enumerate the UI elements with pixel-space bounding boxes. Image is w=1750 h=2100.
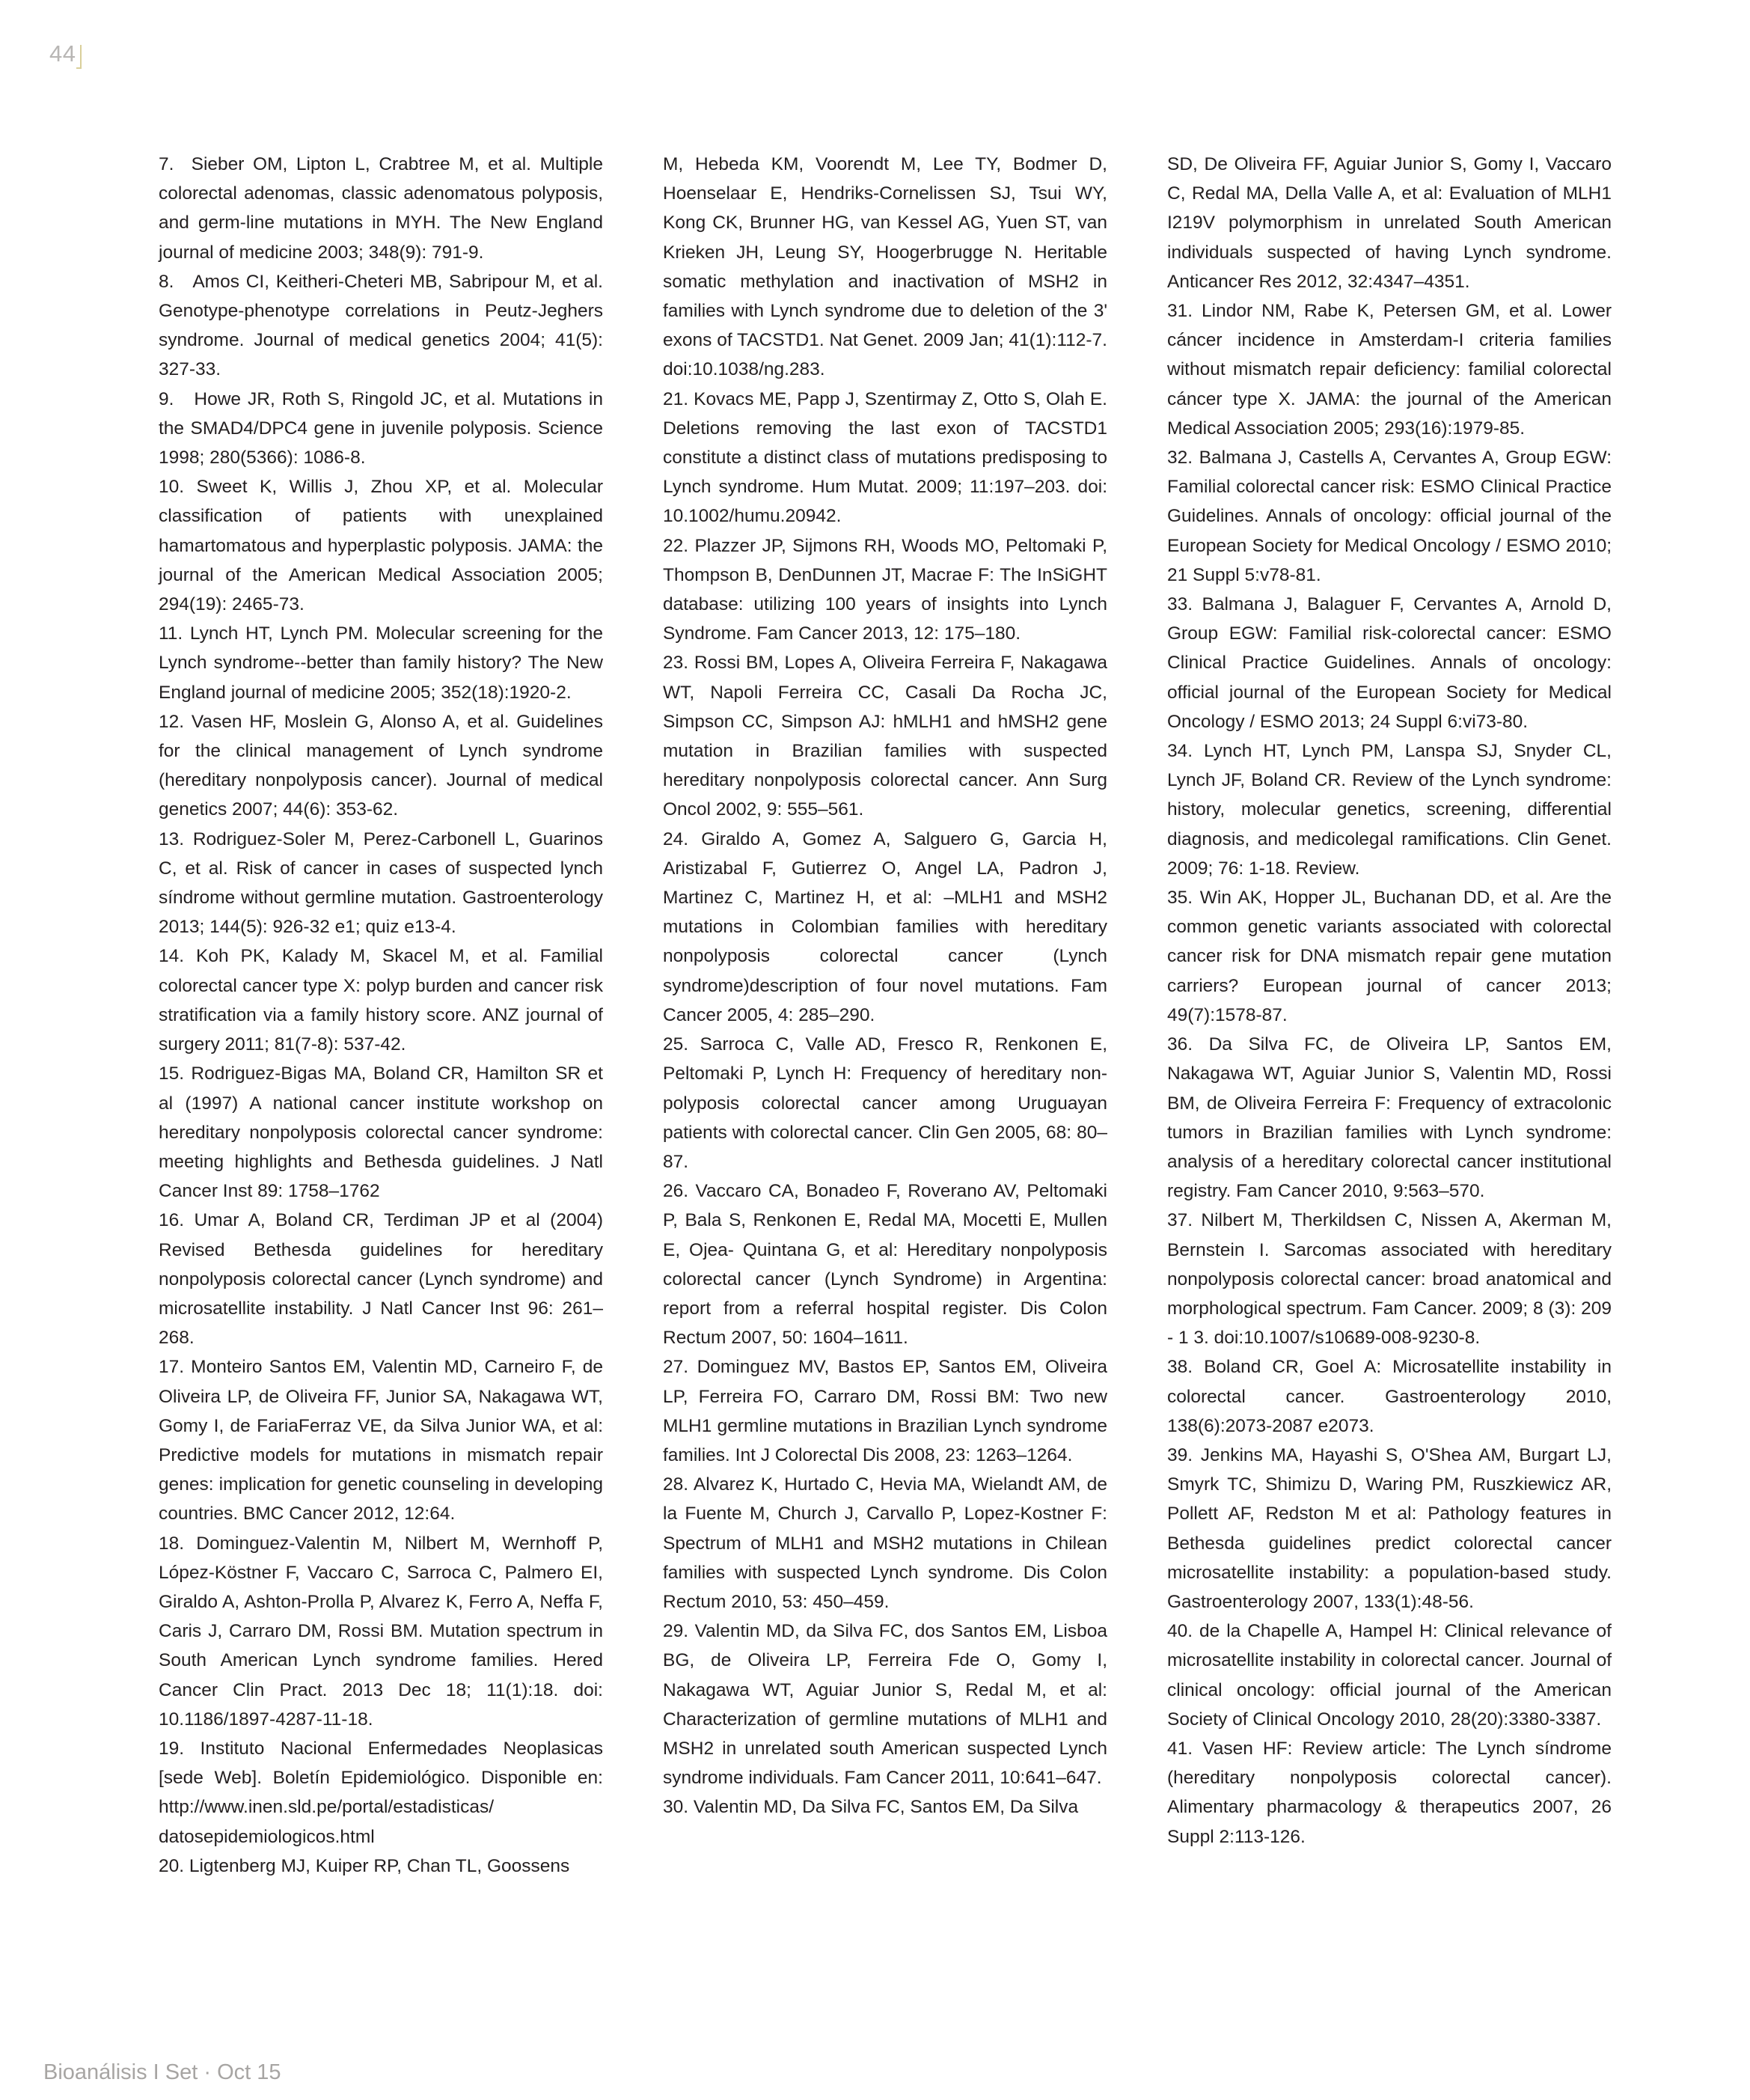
reference-entry: M, Hebeda KM, Voorendt M, Lee TY, Bodmer D, Hoenselaar E, Hendriks-Cornelissen SJ, Tsui WY, Kong CK, Brunner HG, van Kessel AG, Yuen ST, van Krieken JH, Leung SY, Hoogerbrugge N. Heritable somatic methylation and inactivation of MSH2 in families with Lynch syndrome due to deletion of the 3' exons of TACSTD1. Nat Genet. 2009 Jan; 41(1):112-7. doi:10.1038/ng.283.: [663, 154, 1107, 380]
reference-entry: 33. Balmana J, Balaguer F, Cervantes A, Arnold D, Group EGW: Familial risk-colorectal cancer: ESMO Clinical Practice Guidelines. Annals of oncology: official journal of the European Society for Medical Oncology / ESMO 2013; 24 Suppl 6:vi73-80.: [1167, 594, 1612, 732]
reference-entry: 40. de la Chapelle A, Hampel H: Clinical relevance of microsatellite instability in colorectal cancer. Journal of clinical oncology: official journal of the American Society of Clinical Oncology 2010, 28(20):3380-3387.: [1167, 1621, 1612, 1730]
page-footer: Bioanálisis I Set · Oct 15: [43, 2060, 281, 2084]
reference-entry: 12. Vasen HF, Moslein G, Alonso A, et al. Guidelines for the clinical management of Lynch syndrome (hereditary nonpolyposis cancer). Journal of medical genetics 2007; 44(6): 353-62.: [159, 711, 603, 820]
reference-entry: 22. Plazzer JP, Sijmons RH, Woods MO, Peltomaki P, Thompson B, DenDunnen JT, Macrae F: The InSiGHT database: utilizing 100 years of insights into Lynch Syndrome. Fam Cancer 2013, 12: 175–180.: [663, 535, 1107, 644]
reference-entry: 38. Boland CR, Goel A: Microsatellite instability in colorectal cancer. Gastroenterology 2010, 138(6):2073-2087 e2073.: [1167, 1357, 1612, 1436]
reference-entry: 31. Lindor NM, Rabe K, Petersen GM, et al. Lower cáncer incidence in Amsterdam-I criteria families without mismatch repair deficiency: familial colorectal cáncer type X. JAMA: the journal of the American Medical Association 2005; 293(16):1979-85.: [1167, 301, 1612, 439]
reference-entry: 30. Valentin MD, Da Silva FC, Santos EM, Da Silva: [663, 1797, 1079, 1818]
reference-entry: 34. Lynch HT, Lynch PM, Lanspa SJ, Snyder CL, Lynch JF, Boland CR. Review of the Lynch syndrome: history, molecular genetics, screening, differential diagnosis, and medicolegal ramifications. Clin Genet. 2009; 76: 1-18. Review.: [1167, 741, 1612, 879]
page-number: 44: [49, 40, 76, 67]
reference-entry: 11. Lynch HT, Lynch PM. Molecular screening for the Lynch syndrome--better than family history? The New England journal of medicine 2005; 352(18):1920-2.: [159, 623, 603, 703]
reference-entry: 9. Howe JR, Roth S, Ringold JC, et al. Mutations in the SMAD4/DPC4 gene in juvenile polyposis. Science 1998; 280(5366): 1086-8.: [159, 388, 603, 468]
reference-entry: 37. Nilbert M, Therkildsen C, Nissen A, Akerman M, Bernstein I. Sarcomas associated with hereditary nonpolyposis colorectal cancer: broad anatomical and morphological spectrum. Fam Cancer. 2009; 8 (3): 209 - 1 3. doi:10.1007/s10689-008-9230-8.: [1167, 1210, 1612, 1349]
reference-entry: 39. Jenkins MA, Hayashi S, O'Shea AM, Burgart LJ, Smyrk TC, Shimizu D, Waring PM, Ruszkiewicz AR, Pollett AF, Redston M et al: Pathology features in Bethesda guidelines predict colorectal cancer microsatellite instability: a population-based study. Gastroenterology 2007, 133(1):48-56.: [1167, 1444, 1612, 1612]
reference-entry: 20. Ligtenberg MJ, Kuiper RP, Chan TL, Goossens: [159, 1855, 570, 1876]
reference-entry: 15. Rodriguez-Bigas MA, Boland CR, Hamilton SR et al (1997) A national cancer institute workshop on hereditary nonpolyposis colorectal cancer syndrome: meeting highlights and Bethesda guidelines. J Natl Cancer Inst 89: 1758–1762: [159, 1063, 603, 1202]
reference-entry: 35. Win AK, Hopper JL, Buchanan DD, et al. Are the common genetic variants associated with colorectal cancer risk for DNA mismatch repair gene mutation carriers? European journal of cancer 2013; 49(7):1578-87.: [1167, 888, 1612, 1025]
reference-entry: 10. Sweet K, Willis J, Zhou XP, et al. Molecular classification of patients with unexplained hamartomatous and hyperplastic polyposis. JAMA: the journal of the American Medical Association 2005; 294(19): 2465-73.: [159, 477, 603, 615]
reference-entry: 28. Alvarez K, Hurtado C, Hevia MA, Wielandt AM, de la Fuente M, Church J, Carvallo P, Lopez-Kostner F: Spectrum of MLH1 and MSH2 mutations in Chilean families with suspected Lynch syndrome. Dis Colon Rectum 2010, 53: 450–459.: [663, 1474, 1107, 1612]
reference-entry: 16. Umar A, Boland CR, Terdiman JP et al (2004) Revised Bethesda guidelines for hereditary nonpolyposis colorectal cancer (Lynch syndrome) and microsatellite instability. J Natl Cancer Inst 96: 261–268.: [159, 1210, 603, 1349]
references-column-right: [1167, 150, 1612, 1881]
reference-entry: 8. Amos CI, Keitheri-Cheteri MB, Sabripour M, et al. Genotype-phenotype correlations in Peutz-Jeghers syndrome. Journal of medical genetics 2004; 41(5): 327-33.: [159, 271, 603, 380]
reference-entry: 21. Kovacs ME, Papp J, Szentirmay Z, Otto S, Olah E. Deletions removing the last exon of TACSTD1 constitute a distinct class of mutations predisposing to Lynch syndrome. Hum Mutat. 2009; 11:197–203. doi: 10.1002/humu.20942.: [663, 388, 1107, 527]
reference-entry: SD, De Oliveira FF, Aguiar Junior S, Gomy I, Vaccaro C, Redal MA, Della Valle A, et al: Evaluation of MLH1 I219V polymorphism in unrelated South American individuals suspected of having Lynch syndrome. Anticancer Res 2012, 32:4347–4351.: [1167, 154, 1612, 292]
reference-entry: 26. Vaccaro CA, Bonadeo F, Roverano AV, Peltomaki P, Bala S, Renkonen E, Redal MA, Mocetti E, Mullen E, Ojea- Quintana G, et al: Hereditary nonpolyposis colorectal cancer (Lynch Syndrome) in Argentina: report from a referral hospital register. Dis Colon Rectum 2007, 50: 1604–1611.: [663, 1181, 1107, 1349]
reference-entry: 41. Vasen HF: Review article: The Lynch síndrome (hereditary nonpolyposis colorectal cancer). Alimentary pharmacology & therapeutics 2007, 26 Suppl 2:113-126.: [1167, 1738, 1612, 1847]
reference-entry: 36. Da Silva FC, de Oliveira LP, Santos EM, Nakagawa WT, Aguiar Junior S, Valentin MD, Rossi BM, de Oliveira Ferreira F: Frequency of extracolonic tumors in Brazilian families with Lynch syndrome: analysis of a hereditary colorectal cancer institutional registry. Fam Cancer 2010, 9:563–570.: [1167, 1034, 1612, 1202]
reference-entry: 13. Rodriguez-Soler M, Perez-Carbonell L, Guarinos C, et al. Risk of cancer in cases of suspected lynch síndrome without germline mutation. Gastroenterology 2013; 144(5): 926-32 e1; quiz e13-4.: [159, 828, 603, 938]
reference-entry: 32. Balmana J, Castells A, Cervantes A, Group EGW: Familial colorectal cancer risk: ESMO Clinical Practice Guidelines. Annals of oncology: official journal of the European Society for Medical Oncology / ESMO 2010; 21 Suppl 5:v78-81.: [1167, 448, 1612, 585]
reference-entry: 23. Rossi BM, Lopes A, Oliveira Ferreira F, Nakagawa WT, Napoli Ferreira CC, Casali Da Rocha JC, Simpson CC, Simpson AJ: hMLH1 and hMSH2 gene mutation in Brazilian families with suspected hereditary nonpolyposis colorectal cancer. Ann Surg Oncol 2002, 9: 555–561.: [663, 653, 1107, 820]
references-column-left: [159, 150, 603, 1881]
reference-entry: 27. Dominguez MV, Bastos EP, Santos EM, Oliveira LP, Ferreira FO, Carraro DM, Rossi BM: Two new MLH1 germline mutations in Brazilian Lynch syndrome families. Int J Colorectal Dis 2008, 23: 1263–1264.: [663, 1357, 1107, 1465]
reference-entry: 18. Dominguez-Valentin M, Nilbert M, Wernhoff P, López-Köstner F, Vaccaro C, Sarroca C, Palmero EI, Giraldo A, Ashton-Prolla P, Alvarez K, Ferro A, Neffa F, Caris J, Carraro DM, Rossi BM. Mutation spectrum in South American Lynch syndrome families. Hered Cancer Clin Pract. 2013 Dec 18; 11(1):18. doi: 10.1186/1897-4287-11-18.: [159, 1533, 603, 1730]
reference-entry: 19. Instituto Nacional Enfermedades Neoplasicas [sede Web]. Boletín Epidemiológico. Disponible en: http://www.inen.sld.pe/portal/estadisticas/ datosepidemiologicos.html: [159, 1738, 603, 1847]
reference-entry: 14. Koh PK, Kalady M, Skacel M, et al. Familial colorectal cancer type X: polyp burden and cancer risk stratification via a family history score. ANZ journal of surgery 2011; 81(7-8): 537-42.: [159, 946, 603, 1055]
reference-entry: 24. Giraldo A, Gomez A, Salguero G, Garcia H, Aristizabal F, Gutierrez O, Angel LA, Padron J, Martinez C, Martinez H, et al: –MLH1 and MSH2 mutations in Colombian families with hereditary nonpolyposis colorectal cancer (Lynch syndrome)description of four novel mutations. Fam Cancer 2005, 4: 285–290.: [663, 828, 1107, 1025]
page-number-corner-mark: [76, 45, 82, 69]
reference-entry: 7. Sieber OM, Lipton L, Crabtree M, et al. Multiple colorectal adenomas, classic adenomatous polyposis, and germ-line mutations in MYH. The New England journal of medicine 2003; 348(9): 791-9.: [159, 154, 603, 263]
reference-entry: 17. Monteiro Santos EM, Valentin MD, Carneiro F, de Oliveira LP, de Oliveira FF, Junior SA, Nakagawa WT, Gomy I, de FariaFerraz VE, da Silva Junior WA, et al: Predictive models for mutations in mismatch repair genes: implication for genetic counseling in developing countries. BMC Cancer 2012, 12:64.: [159, 1357, 603, 1524]
references-column-middle: [663, 150, 1107, 1881]
reference-entry: 25. Sarroca C, Valle AD, Fresco R, Renkonen E, Peltomaki P, Lynch H: Frequency of hereditary non-polyposis colorectal cancer among Uruguayan patients with colorectal cancer. Clin Gen 2005, 68: 80–87.: [663, 1034, 1107, 1172]
references-columns: [159, 150, 1612, 1881]
reference-entry: 29. Valentin MD, da Silva FC, dos Santos EM, Lisboa BG, de Oliveira LP, Ferreira Fde O, Gomy I, Nakagawa WT, Aguiar Junior S, Redal M, et al: Characterization of germline mutations of MLH1 and MSH2 in unrelated south American suspected Lynch syndrome individuals. Fam Cancer 2011, 10:641–647.: [663, 1621, 1107, 1789]
